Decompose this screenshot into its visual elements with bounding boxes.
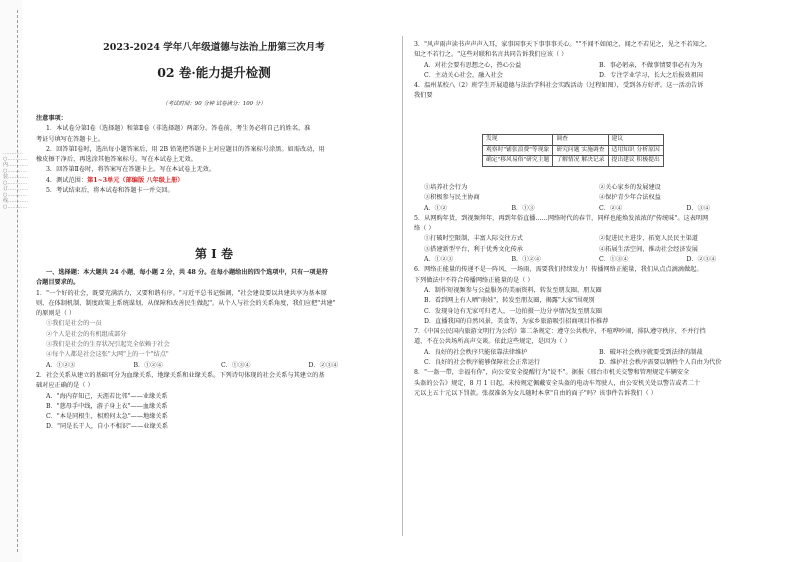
questions-right-bottom <box>414 183 774 399</box>
q4-item: ②关心家乡的发展建设 <box>599 184 661 191</box>
q4-item: ④保护青少年合法权益 <box>599 194 661 202</box>
q5-items <box>414 245 774 255</box>
option-b[interactable]: B．"慈母手中线，游子身上衣"——血缘关系 <box>46 402 168 410</box>
question-1: 则，在体制机制、制度政策上系统谋划，从保障和改善民生做起"。从个人与社会的关系角度，我们应把"共建" <box>36 299 336 307</box>
question-4: 我们要 <box>414 92 433 100</box>
volume-heading: 第 Ⅰ 卷 <box>195 247 233 261</box>
table-cell: 确定"移风易俗"研究主题 <box>483 156 553 167</box>
question-4: 4．温州某校八（2）班学生开展道德与法治学科社会实践活动（过程如图），受到各方好评。这一活动告诉 <box>414 82 704 90</box>
q1-options <box>36 361 396 371</box>
q3-options <box>414 61 774 71</box>
option-d[interactable]: D．"同是长干人，自小不相识"——业缘关系 <box>46 423 169 431</box>
option-d[interactable]: D．专注学业学习，长大之后报效祖国 <box>599 71 703 79</box>
activity-process-table <box>482 134 664 167</box>
option-d[interactable]: D．③④ <box>686 204 711 212</box>
option-c[interactable]: C．②④ <box>599 204 623 212</box>
table-row <box>483 156 664 167</box>
option-a[interactable]: A．"海内存知己，天涯若比邻"——业缘关系 <box>46 392 168 400</box>
exam-subtitle: 02 卷·能力提升检测 <box>157 65 271 80</box>
question-5: 5．从网购年货，到视频拜年，再到年俗直播……网络时代的春节，同样也能焕发浓浓的"传统味"。这表明网 <box>414 214 709 222</box>
q5-options <box>414 255 774 265</box>
option-c[interactable]: C．"本是同根生，相煎何太急"——地缘关系 <box>46 413 168 421</box>
q5-item: ②促进民主进步，拓宽人民民主渠道 <box>599 235 698 243</box>
question-8: 8．"一盔一带，幸福有你"，向公安安全提醒行为"说不"。据报《邢台市机关交警和管理规定车辆安全 <box>414 369 690 377</box>
option-c[interactable]: C．主动关心社会，融入社会 <box>424 71 503 79</box>
question-7: 道，不在公共场所高声交谈。依此这些规定，是因为（ ） <box>414 338 571 346</box>
table-cell: 研究问题 实施调查 <box>553 145 608 156</box>
option-d[interactable]: D．②③④ <box>308 361 339 369</box>
option-c[interactable]: C．良好的社会秩序能够保障社会正常运行 <box>424 359 541 367</box>
questions-left <box>36 268 396 433</box>
note-line: 2．回答第Ⅰ卷时，选出每小题答案后，用 2B 铅笔把答题卡上对应题目的答案标号涂黑。如需改动，用 <box>46 145 325 153</box>
question-8: 头盔的公告》规定，8 月 1 日起，未按规定佩戴安全头盔的电动车驾驶人，由公安机关处以警告或者二十 <box>414 379 701 387</box>
table-row <box>483 145 664 156</box>
notes-heading: 注意事项： <box>36 115 67 122</box>
q4-options <box>414 204 774 214</box>
test-scope: 第1~3单元（部编版 八年级上册） <box>87 176 184 184</box>
option-a[interactable]: A．对社会要有思想之心，热心公益 <box>424 61 522 69</box>
question-3: 知之不若行之。"这些对联和名言共同告诉我们应该（ ） <box>414 51 568 59</box>
section-intro: 一、选择题：本大题共 24 小题，每小题 2 分，共 48 分。在每小题给出的四个选项中，只有一项是符 <box>46 269 328 276</box>
note-line: 橡皮擦干净后，再选涂其他答案标号。写在本试卷上无效。 <box>36 156 197 164</box>
q1-item: ②个人是社会的有机组成部分 <box>46 330 127 338</box>
option-b[interactable]: B．事必躬亲，不做事情要事必有为为 <box>599 61 703 69</box>
table-row <box>483 135 664 146</box>
option-a[interactable]: A．①②③ <box>46 361 76 369</box>
question-3: 3．"风声雨声读书声声声入耳，家事国事天下事事事关心。""不闻不如闻之，闻之不若见之，见之不若知之， <box>414 41 712 48</box>
q1-item: ③我们是社会的生存状况引起完全依赖于社会 <box>46 341 170 349</box>
q5-item: ④拓展生活空间，推动社会经济发展 <box>599 245 698 253</box>
question-6: 下列做法中不符合传播网络正能量的是（ ） <box>414 276 534 284</box>
option-a[interactable]: A．①② <box>424 204 448 212</box>
table-cell: 发现 <box>483 135 553 146</box>
table-cell: 调查 <box>553 135 608 146</box>
note-line: 考证号填写在答题卡上。 <box>36 135 105 143</box>
note-line: 1．本试卷分第Ⅰ卷（选择题）和第Ⅱ卷（非选择题）两部分。答卷前，考生务必将自己的姓名、准 <box>46 125 311 133</box>
q5-item: ①打破时空限制，丰富人际交往方式 <box>424 235 523 243</box>
q7-options <box>414 358 774 368</box>
question-8: 元以上五十元以下罚款。张叔准备为女儿随时本拿"自由的面子"吗？该事件告诉我们（ ） <box>414 389 657 397</box>
table-cell: 建议 <box>608 135 663 146</box>
binding-margin <box>0 0 29 562</box>
option-a[interactable]: A．①②③ <box>424 256 454 264</box>
questions-right-top <box>414 40 774 102</box>
binding-dashed-line <box>17 10 18 552</box>
question-2: 础对应正确的是（ ） <box>36 382 94 390</box>
option-d[interactable]: D．维护社会秩序需要以牺牲个人自由为代价 <box>599 359 722 367</box>
option-c[interactable]: C．①③④ <box>221 361 251 369</box>
q1-item: ①我们是社会的一员 <box>46 320 102 328</box>
question-1: 的原则是（ ） <box>36 310 76 318</box>
q4-item: ③积极参与民主协商 <box>424 194 480 202</box>
question-5: 络（ ） <box>414 225 435 233</box>
q7-options <box>414 348 774 358</box>
q4-item: ①培养社会行为 <box>424 184 468 191</box>
question-2: 2．社会关系从建立的基础可分为血缘关系、地缘关系和业缘关系。下列诗句体现的社会关系与其建立的基 <box>36 371 325 379</box>
option-c[interactable]: C．发现身边有无家可归老人，一边拍摄一边分享情况发至朋友圈 <box>424 307 602 315</box>
option-a[interactable]: A．制作短视频参与公益服务的美丽资料，转发至朋友圈、朋友圈 <box>424 286 602 294</box>
q5-item: ③搭建新型平台，利于优秀文化传承 <box>424 245 523 253</box>
column-divider <box>402 36 403 536</box>
option-d[interactable]: D．直播我国的自然风景，美食等，为家乡旅游吸引招商项目作推荐 <box>424 317 609 325</box>
binding-text: …………○…………内…………○…………装…………○…………订…………○…………线…………○………… <box>3 150 29 210</box>
question-6: 6．网络正能量的传递不是一阵风、一场雨，需要我们持续发力！传播网络正能量，我们从点点滴滴做起。 <box>414 266 703 274</box>
note-line: 3．回答第Ⅱ卷时，将答案写在答题卡上。写在本试卷上无效。 <box>46 166 216 174</box>
notes-section <box>36 114 396 196</box>
option-b[interactable]: B．①③ <box>511 204 535 212</box>
option-a[interactable]: A．良好的社会秩序只能依靠法律维护 <box>424 348 528 356</box>
section-intro: 合题目要求的。 <box>36 279 80 287</box>
note-4-prefix: 4．测试范围： <box>46 176 88 184</box>
option-b[interactable]: B．①②④ <box>133 361 163 369</box>
option-d[interactable]: D．②③④ <box>686 256 717 264</box>
option-b[interactable]: B．看到网上有人晒"萌娃"，转发至朋友圈，揭露"大家"围观别 <box>424 297 595 305</box>
q5-items <box>414 234 774 244</box>
q4-items <box>414 193 774 203</box>
q3-options <box>414 71 774 81</box>
q4-items <box>414 183 774 193</box>
exam-time-score: （考试时间：90 分钟 试卷满分：100 分） <box>162 101 266 107</box>
exam-title: 2023-2024 学年八年级道德与法治上册第三次月考 <box>103 42 325 53</box>
table-cell: 观察时"铺张浪费"等现象 <box>483 145 553 156</box>
option-c[interactable]: C．①③④ <box>599 256 629 264</box>
table-cell: 了解情况 解决记录 <box>553 156 608 167</box>
question-1: 1．"一个好的社会，既要充满活力，又要和谐有序。"习近平总书记强调，"社会建设要以共建共享为基本原 <box>36 289 327 297</box>
q1-item: ④每个人都是社会这张"大网"上的一个"结点" <box>46 351 169 359</box>
option-b[interactable]: B．破坏社会秩序就要受到法律的制裁 <box>599 348 703 356</box>
note-5: 5．考试结束后，将本试卷和答题卡一并交回。 <box>46 187 174 195</box>
table-cell: 提出建议 积极提出 <box>608 156 663 167</box>
note-4 <box>36 176 396 186</box>
question-7: 7．《中国公民国内旅游文明行为公约》第二条规定：遵守公共秩序，不喧哗吵闹，排队遵守秩序，不并行挡 <box>414 328 706 336</box>
table-cell: 适用知识 分析原因 <box>608 145 663 156</box>
option-b[interactable]: B．①②④ <box>511 256 541 264</box>
